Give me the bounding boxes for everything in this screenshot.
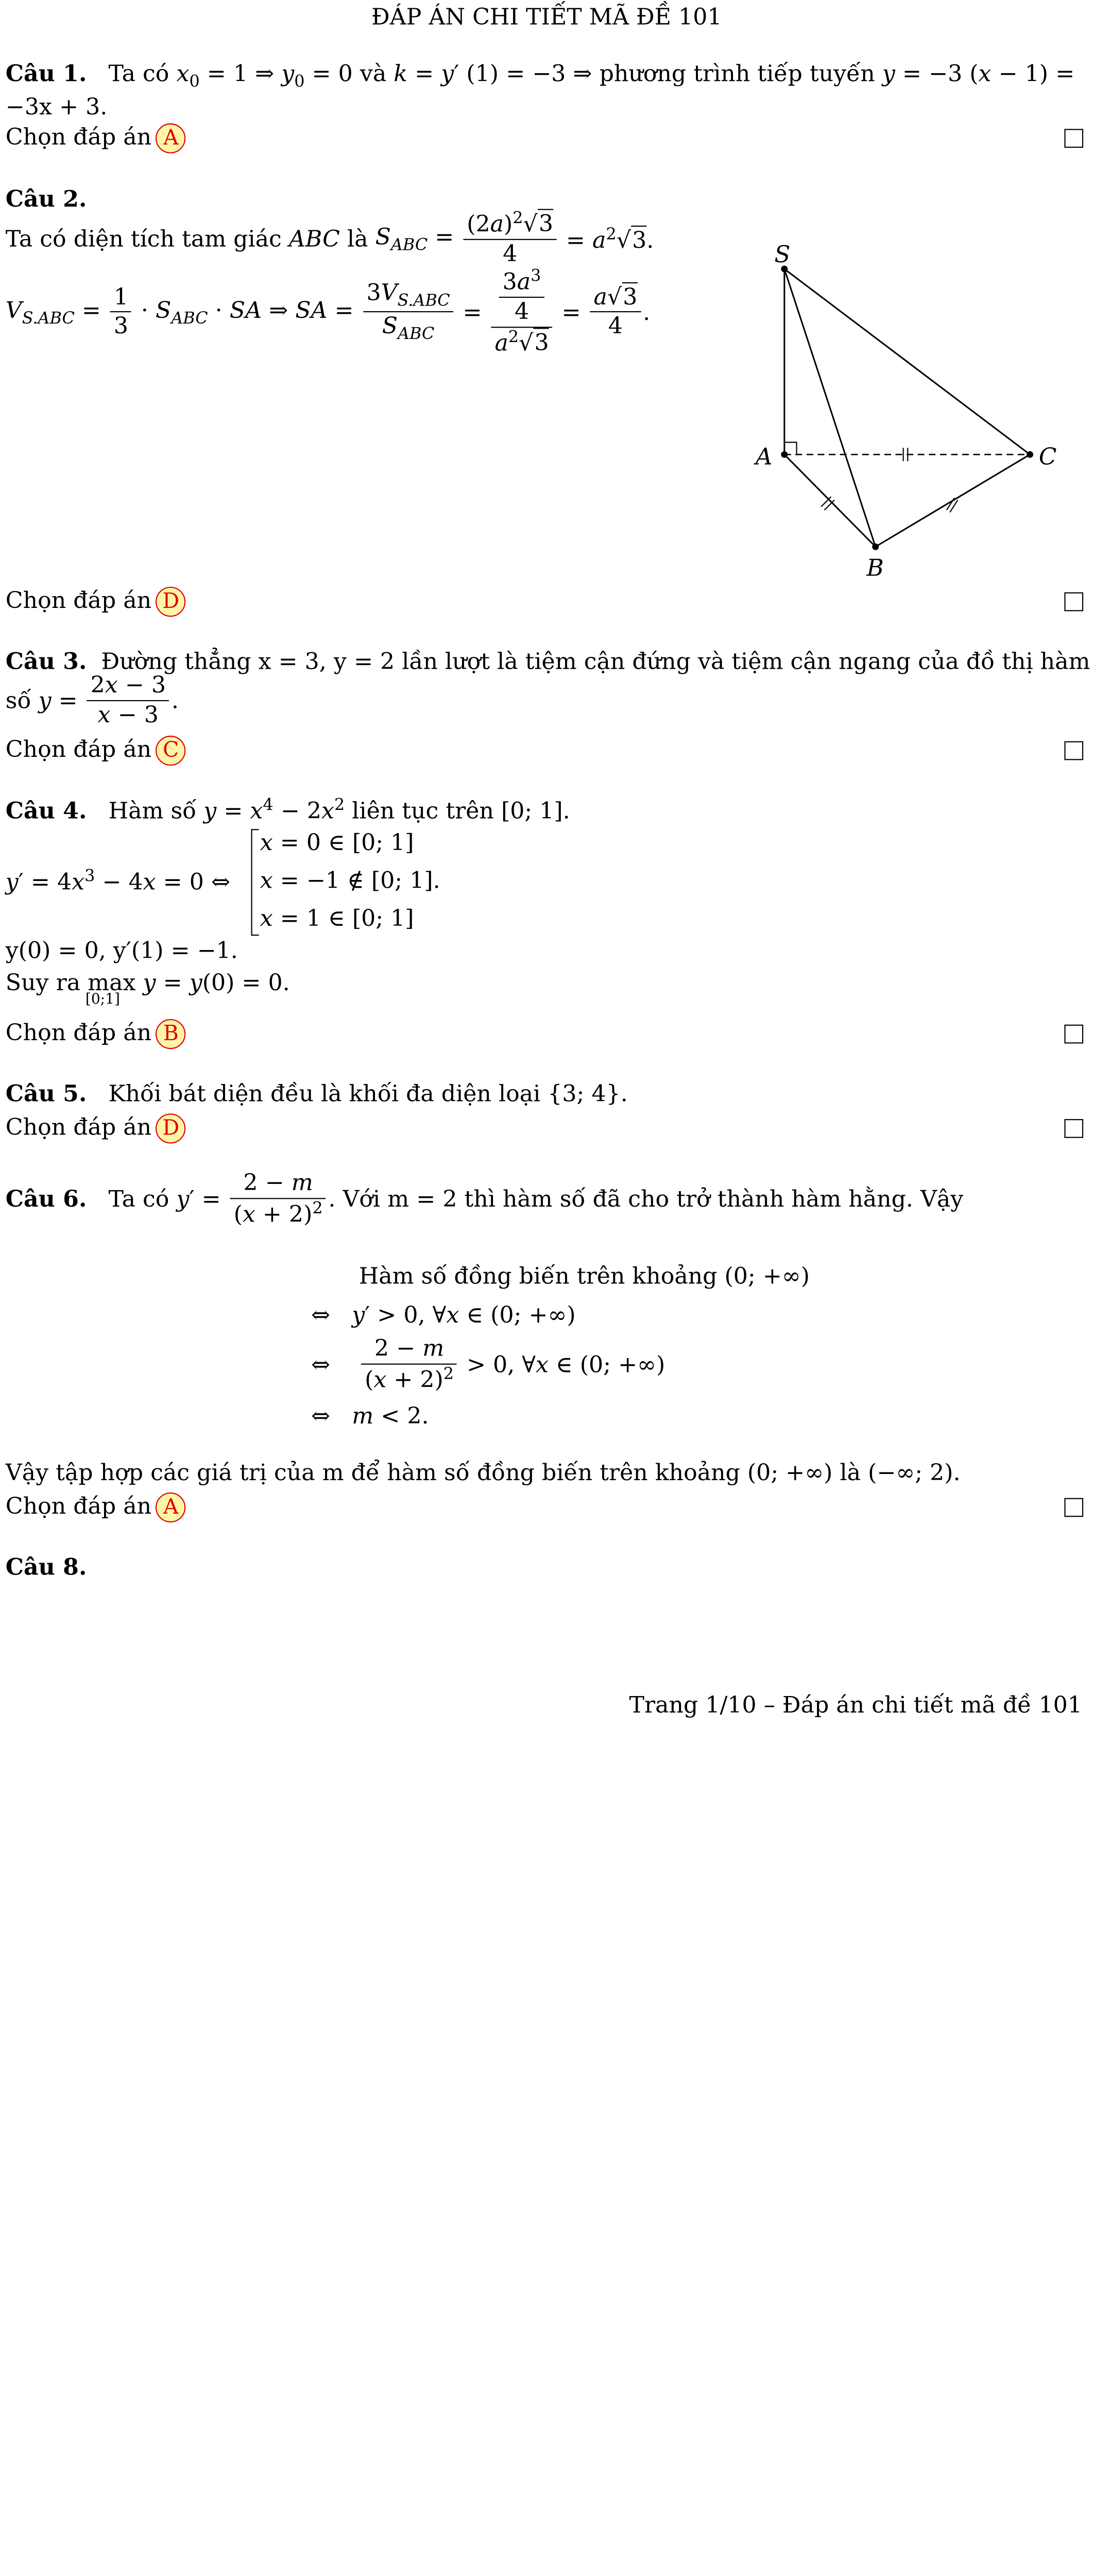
q4-values: y(0) = 0, y′(1) = −1. xyxy=(5,937,238,964)
answer-badge: D xyxy=(156,1113,186,1143)
q6-choose xyxy=(6,1493,186,1522)
q4-max: Suy ra max [0;1] y = y(0) = 0. xyxy=(5,969,290,1008)
q3-choose xyxy=(6,736,186,766)
q4-text-end: liên tục trên [0; 1]. xyxy=(352,797,570,824)
q1-text3: phương trình tiếp tuyến xyxy=(599,60,875,87)
q5-text: Khối bát diện đều là khối đa diện loại {3; 4}. xyxy=(108,1080,628,1107)
label-C: C xyxy=(1038,443,1057,470)
answer-badge: B xyxy=(156,1019,186,1049)
answer-badge: A xyxy=(156,1493,186,1522)
q3-line1 xyxy=(6,648,1090,675)
q4-label: Câu 4. xyxy=(5,797,87,824)
qed-box xyxy=(1064,1119,1083,1138)
case-3: x = 1 ∈ [0; 1] xyxy=(260,904,414,931)
qed-box xyxy=(1064,1025,1083,1044)
q2-area-text: Ta có diện tích tam giác xyxy=(5,225,282,252)
answer-badge: A xyxy=(156,123,186,153)
q1-label: Câu 1. xyxy=(5,60,87,87)
q1-line1: Câu 1. Ta có $x_0 = 1$ ⇒ $y_0 = 0$ và k = y′ (1) = −3 ⇒ phương trình tiếp tuyến y = −3 (x − 1) = xyxy=(5,60,1075,92)
choose-label: Chọn đáp án xyxy=(5,1492,152,1519)
q6-step3: ⇔ $\frac{2 - m}{(x + 2)^2}$ > 0, ∀x ∈ (0; +∞) xyxy=(311,1334,665,1393)
q3-text: Đường thẳng x = 3, y = 2 lần lượt là tiệm cận đứng và tiệm cận ngang của đồ thị hàm xyxy=(101,648,1090,675)
q5-choose xyxy=(6,1113,186,1143)
q4-choose xyxy=(6,1019,186,1049)
q8-label: Câu 8. xyxy=(5,1553,87,1581)
qed-box xyxy=(1064,592,1083,612)
q2-volume-formula: $V_{S.ABC}$ = $\frac{1}{3}$ · $S_{ABC}$ · SA ⇒ SA = $\frac{3V_{S.ABC}}{S_{ABC}}$ = $\frac{\frac{3a^3}{4}}{a^2√ 3}$ = $\frac{a√ 3}{4}$ . xyxy=(5,266,651,356)
q4-suy-ra: Suy ra xyxy=(5,969,81,996)
choose-label: Chọn đáp án xyxy=(5,586,152,614)
choose-label: Chọn đáp án xyxy=(5,735,152,762)
qed-box xyxy=(1064,129,1083,148)
choose-label: Chọn đáp án xyxy=(5,1113,152,1141)
answer-badge: C xyxy=(156,736,186,766)
q6-text1: Ta có xyxy=(108,1185,169,1212)
q5-line1 xyxy=(6,1080,628,1107)
label-A: A xyxy=(755,443,773,470)
q6-step2: ⇔ y′ > 0, ∀x ∈ (0; +∞) xyxy=(311,1301,576,1328)
qed-box xyxy=(1064,741,1083,760)
q3-line2: số y = $\frac{2x - 3}{x - 3}$ . xyxy=(5,671,179,728)
q4-derivative: $y' = 4x^3 - 4x = 0$ ⇔ xyxy=(5,867,231,895)
q4-text: Hàm số xyxy=(108,797,197,824)
q5-label: Câu 5. xyxy=(5,1080,87,1107)
case-2: x = −1 ∉ [0; 1]. xyxy=(260,867,440,894)
q1-text2: và xyxy=(360,60,387,87)
q4-line1: Câu 4. Hàm số $y = x^4 - 2x^2$ liên tục trên [0; 1]. xyxy=(5,795,570,824)
q3-text2: số xyxy=(5,687,31,714)
q6-step4: ⇔ m < 2. xyxy=(311,1402,429,1429)
page-title: ĐÁP ÁN CHI TIẾT MÃ ĐỀ 101 xyxy=(371,3,722,30)
pyramid-figure xyxy=(744,233,1078,589)
q2-label: Câu 2. xyxy=(5,185,87,212)
choose-label: Chọn đáp án xyxy=(5,1019,152,1046)
case-bracket xyxy=(251,829,259,936)
q6-conclusion: Vậy tập hợp các giá trị của m để hàm số đồng biến trên khoảng (0; +∞) là (−∞; 2). xyxy=(5,1459,961,1486)
q6-step1: Hàm số đồng biến trên khoảng (0; +∞) xyxy=(358,1262,810,1290)
q2-choose xyxy=(6,587,186,617)
page-footer: Trang 1/10 – Đáp án chi tiết mã đề 101 xyxy=(629,1691,1082,1718)
q3-label: Câu 3. xyxy=(5,648,87,675)
q1-text1: Ta có xyxy=(108,60,169,87)
q6-label: Câu 6. xyxy=(5,1185,87,1212)
q1-line2: −3x + 3. xyxy=(5,93,108,120)
q6-text2: . Với m = 2 thì hàm số đã cho trở thành hàm hằng. Vậy xyxy=(328,1185,964,1212)
label-B: B xyxy=(866,554,884,582)
qed-box xyxy=(1064,1498,1083,1517)
label-S: S xyxy=(774,241,791,268)
q2-la: là xyxy=(347,225,368,252)
q2-area-formula: Ta có diện tích tam giác ABC là $S_{ABC}$ = $\frac{(2a)^2√ 3}{4}$ = $a^2√$ 3. xyxy=(5,209,654,267)
case-1: x = 0 ∈ [0; 1] xyxy=(260,829,414,856)
q6-line1: Câu 6. Ta có y′ = $\frac{2 - m}{(x + 2)^2}$ . Với m = 2 thì hàm số đã cho trở thành hàm hằng. Vậy xyxy=(5,1169,964,1227)
answer-badge: D xyxy=(156,587,186,617)
q1-choose xyxy=(6,123,186,153)
choose-label: Chọn đáp án xyxy=(5,123,152,150)
